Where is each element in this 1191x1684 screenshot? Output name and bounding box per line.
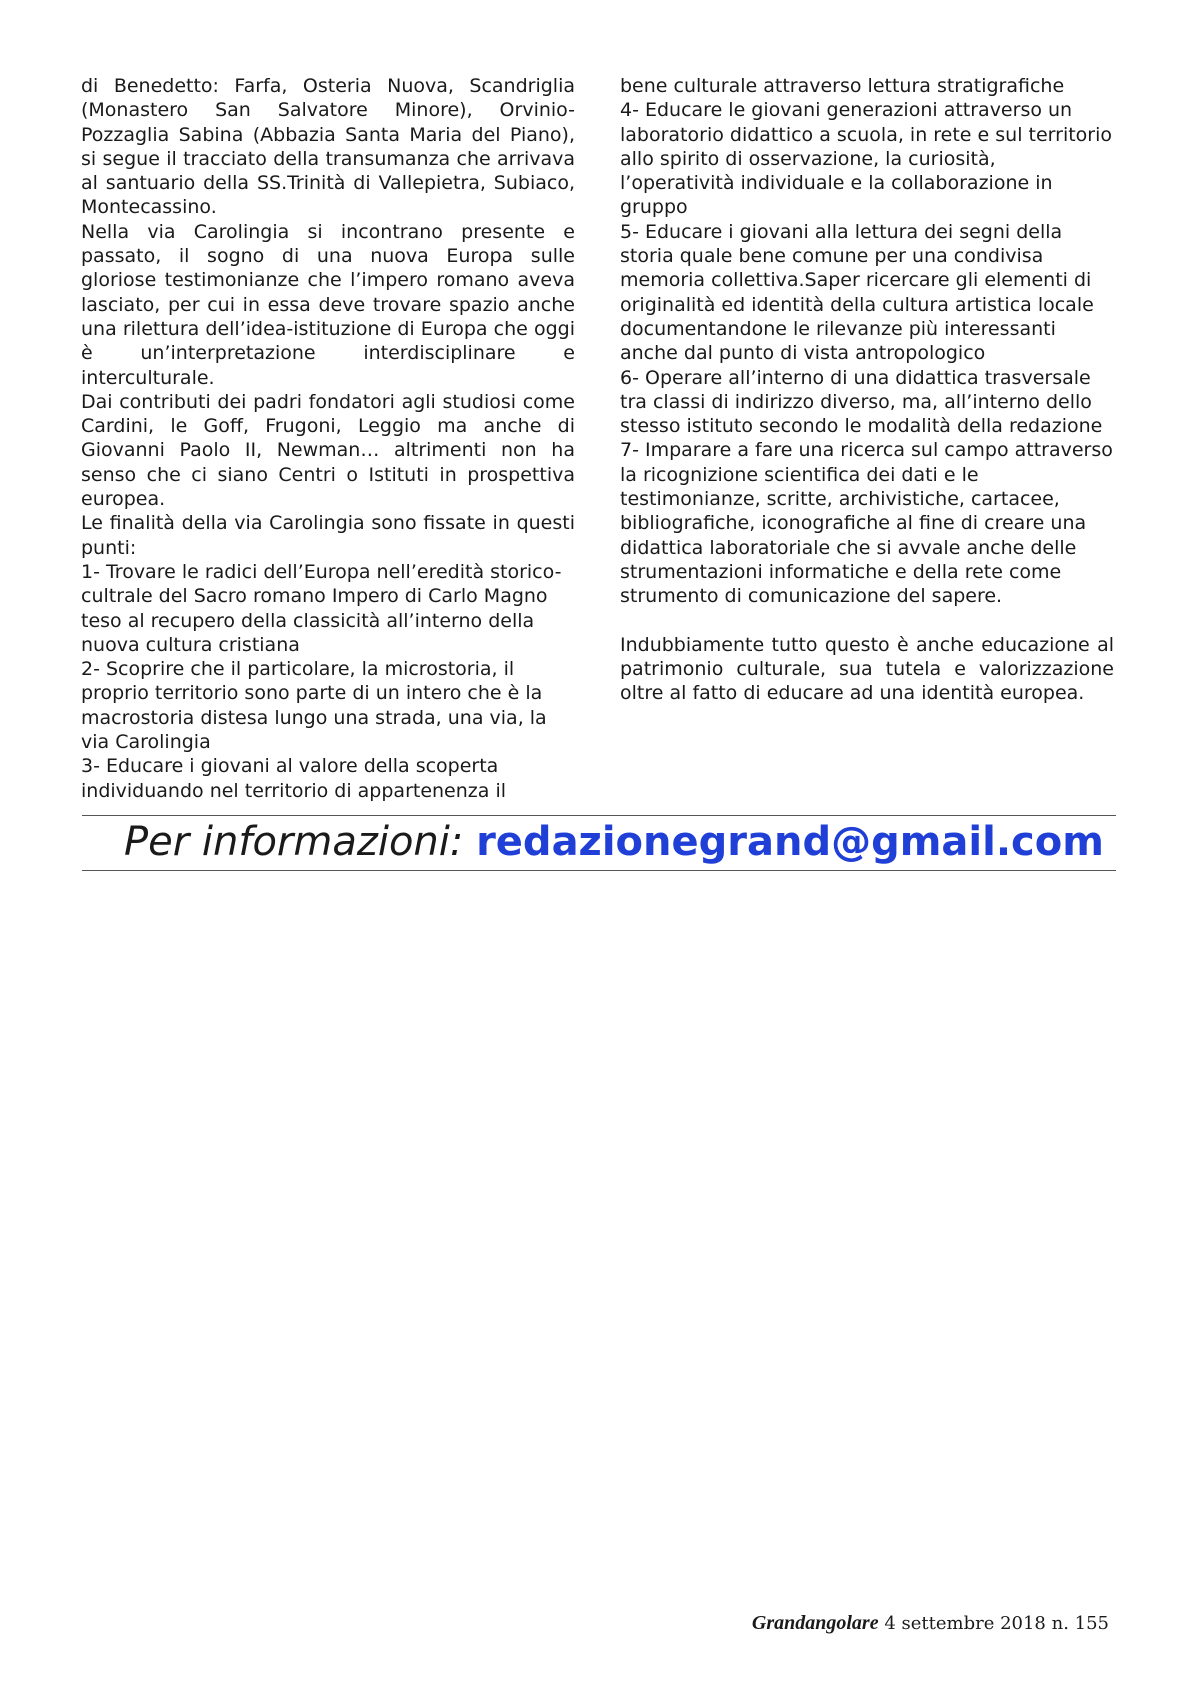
paragraph-finalita-intro: Le finalità della via Carolingia sono fissate in questi punti: bbox=[81, 512, 575, 559]
left-column bbox=[81, 74, 575, 803]
page-footer bbox=[752, 1612, 1109, 1635]
list-item-3-continued: bene culturale attraverso lettura stratigrafiche bbox=[620, 75, 1065, 97]
magazine-name: Grandangolare bbox=[751, 1612, 879, 1634]
paragraph-gap bbox=[620, 609, 1114, 633]
list-item-2: 2- Scoprire che il particolare, la microstoria, il proprio territorio sono parte di un intero che è la macrostoria distesa lungo una strada, una via, la via Carolingia bbox=[81, 658, 547, 754]
list-item-7: 7- Imparare a fare una ricerca sul campo attraverso la ricognizione scientifica dei dati e le testimonianze, scritte, archivistiche, cartacee, bibliografiche, iconografiche al fine di creare una didattica laboratoriale che si avvale anche delle strumentazioni informatiche e della rete come strumento di comunicazione del sapere. bbox=[620, 439, 1113, 608]
list-item-5: 5- Educare i giovani alla lettura dei segni della storia quale bene comune per una condivisa memoria collettiva.Saper ricercare gli elementi di originalità ed identità della cultura artistica locale documentandone le rilevanze più interessanti anche dal punto di vista antropologico bbox=[620, 220, 1094, 365]
right-column bbox=[620, 74, 1114, 706]
issue-info: 4 settembre 2018 n. 155 bbox=[884, 1613, 1109, 1634]
info-label: Per informazioni: bbox=[124, 819, 464, 865]
list-item-4: 4- Educare le giovani generazioni attraverso un laboratorio didattico a scuola, in rete e sul territorio allo spirito di osservazione, la curiosità, l’operatività individuale e la collaborazione in gruppo bbox=[620, 99, 1113, 219]
info-line bbox=[124, 818, 1104, 866]
paragraph-contributi: Dai contributi dei padri fondatori agli studiosi come Cardini, le Goff, Frugoni, Leggio ma anche di Giovanni Paolo II, Newman… altrimenti non ha senso che ci siano Centri o Istituti in prospettiva europea. bbox=[81, 390, 575, 511]
list-item-3: 3- Educare i giovani al valore della scoperta individuando nel territorio di appartenenza il bbox=[81, 755, 507, 802]
paragraph-conclusion: Indubbiamente tutto questo è anche educazione al patrimonio culturale, sua tutela e valorizzazione oltre al fatto di educare ad una identità europea. bbox=[620, 633, 1114, 705]
list-item-6: 6- Operare all’interno di una didattica trasversale tra classi di indirizzo diverso, ma, all’interno dello stesso istituto secondo le modalità della redazione bbox=[620, 366, 1103, 438]
email-link[interactable]: redazionegrand@gmail.com bbox=[476, 819, 1104, 865]
paragraph-via-carolingia: Nella via Carolingia si incontrano presente e passato, il sogno di una nuova Europa sulle gloriose testimonianze che l’impero romano aveva lasciato, per cui in essa deve trovare spazio anche una rilettura dell’idea-istituzione di Europa che oggi è un’interpretazione interdisciplinare e interculturale. bbox=[81, 220, 575, 389]
list-item-1: 1- Trovare le radici dell’Europa nell’eredità storico-cultrale del Sacro romano Impero di Carlo Magno teso al recupero della classicità all’interno della nuova cultura cristiana bbox=[81, 560, 562, 656]
paragraph-route-stops: di Benedetto: Farfa, Osteria Nuova, Scandriglia (Monastero San Salvatore Minore), Orvinio-Pozzaglia Sabina (Abbazia Santa Maria del Piano), si segue il tracciato della transumanza che arrivava al santuario della SS.Trinità di Vallepietra, Subiaco, Montecassino. bbox=[81, 75, 575, 219]
info-banner bbox=[82, 815, 1116, 871]
